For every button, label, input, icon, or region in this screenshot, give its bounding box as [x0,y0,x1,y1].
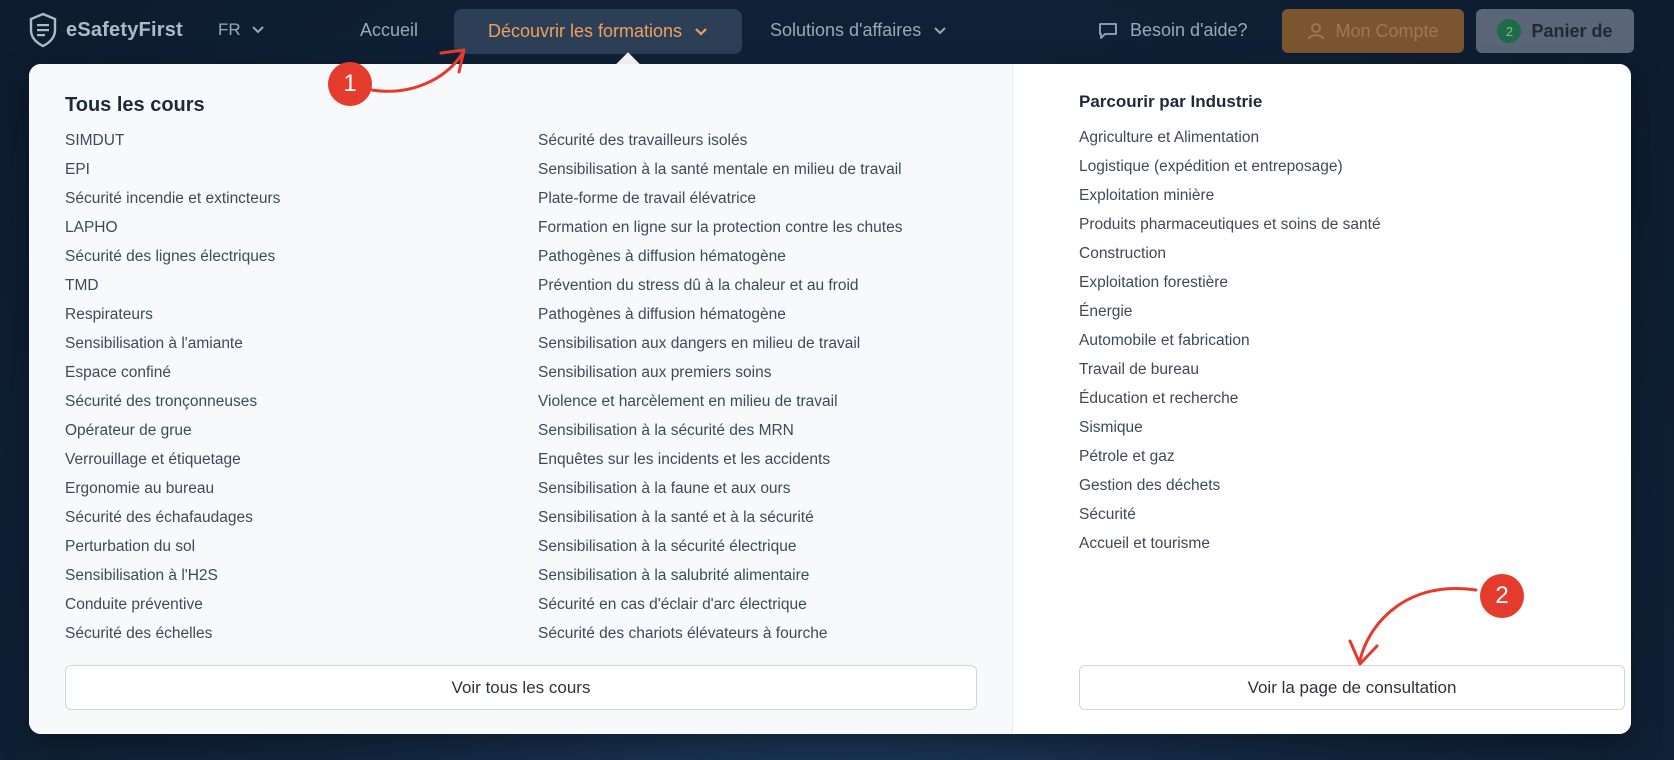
cart-label: Panier de [1531,20,1613,41]
language-label: FR [218,20,241,39]
nav-help[interactable] [1098,20,1248,41]
nav-solutions-label: Solutions d'affaires [770,20,922,40]
annotation-badge-1: 1 [328,62,372,106]
all-courses-title: Tous les cours [65,94,205,116]
formations-dropdown [29,64,1631,734]
industries-title: Parcourir par Industrie [1079,92,1263,111]
account-label: Mon Compte [1335,20,1439,41]
nav-decouvrir-formations[interactable] [454,9,742,54]
chevron-down-icon [933,26,947,36]
course-link[interactable]: Sécurité en cas d'éclair d'arc électrique [538,596,807,613]
course-link[interactable]: EPI [65,161,90,178]
course-link[interactable]: Sécurité des tronçonneuses [65,393,258,410]
industry-link[interactable]: Pétrole et gaz [1079,448,1175,465]
course-link[interactable]: Sécurité des travailleurs isolés [538,132,748,149]
course-link[interactable]: Pathogènes à diffusion hématogène [538,306,786,323]
course-link[interactable]: Respirateurs [65,306,153,323]
course-link[interactable]: Formation en ligne sur la protection contre les chutes [538,219,903,236]
course-link[interactable]: LAPHO [65,219,118,236]
user-icon [1307,22,1325,40]
industry-link[interactable]: Travail de bureau [1079,361,1200,378]
course-link[interactable]: Sécurité des lignes électriques [65,248,276,265]
course-link[interactable]: Plate-forme de travail élévatrice [538,190,756,207]
industry-link[interactable]: Sécurité [1079,506,1136,523]
industry-link[interactable]: Agriculture et Alimentation [1079,129,1260,146]
chat-bubble-icon [1098,22,1118,40]
courses-column-1 [65,126,280,648]
course-link[interactable]: Sécurité incendie et extincteurs [65,190,281,207]
chevron-down-icon [694,27,708,37]
courses-column-2 [538,126,902,648]
course-link[interactable]: Sécurité des chariots élévateurs à fourche [538,625,828,642]
course-link[interactable]: TMD [65,277,99,294]
view-all-courses-button[interactable]: Voir tous les cours [65,665,977,710]
course-link[interactable]: Enquêtes sur les incidents et les accidents [538,451,831,468]
course-link[interactable]: Opérateur de grue [65,422,192,439]
language-selector[interactable] [218,20,265,40]
course-link[interactable]: Sécurité des échelles [65,625,213,642]
industry-link[interactable]: Exploitation forestière [1079,274,1229,291]
course-link[interactable]: Sensibilisation aux premiers soins [538,364,772,381]
course-link[interactable]: Pathogènes à diffusion hématogène [538,248,786,265]
course-link[interactable]: Sensibilisation aux dangers en milieu de travail [538,335,861,352]
course-link[interactable]: SIMDUT [65,132,125,149]
course-link[interactable]: Sensibilisation à la santé mentale en milieu de travail [538,161,902,178]
industry-link[interactable]: Sismique [1079,419,1143,436]
nav-help-label: Besoin d'aide? [1130,20,1248,40]
industry-link[interactable]: Gestion des déchets [1079,477,1221,494]
course-link[interactable]: Sensibilisation à la salubrité alimentaire [538,567,810,584]
course-link[interactable]: Espace confiné [65,364,171,381]
industry-link[interactable]: Automobile et fabrication [1079,332,1250,349]
industry-link[interactable]: Exploitation minière [1079,187,1215,204]
top-navigation [0,0,1674,64]
course-link[interactable]: Perturbation du sol [65,538,196,555]
logo[interactable] [28,12,183,48]
industry-link[interactable]: Énergie [1079,303,1133,320]
course-link[interactable]: Sensibilisation à la santé et à la sécurité [538,509,814,526]
course-link[interactable]: Sensibilisation à l'amiante [65,335,243,352]
industry-link[interactable]: Accueil et tourisme [1079,535,1210,552]
industry-link[interactable]: Éducation et recherche [1079,390,1239,407]
all-courses-pane [29,64,1012,734]
nav-solutions-affaires[interactable] [770,20,947,41]
annotation-badge-2: 2 [1480,574,1524,618]
course-link[interactable]: Sensibilisation à la sécurité électrique [538,538,797,555]
course-link[interactable]: Sécurité des échafaudages [65,509,253,526]
industries-pane [1012,64,1631,734]
course-link[interactable]: Violence et harcèlement en milieu de travail [538,393,838,410]
course-link[interactable]: Verrouillage et étiquetage [65,451,241,468]
course-link[interactable]: Sensibilisation à l'H2S [65,567,218,584]
account-button[interactable] [1282,9,1464,53]
chevron-down-icon [251,25,265,35]
industries-list [1079,123,1381,558]
course-link[interactable]: Conduite préventive [65,596,203,613]
brand-name: eSafetyFirst [66,18,183,41]
industry-link[interactable]: Construction [1079,245,1167,262]
shield-logo-icon [28,12,58,48]
cart-button[interactable] [1476,9,1634,53]
course-link[interactable]: Prévention du stress dû à la chaleur et au froid [538,277,859,294]
consultation-page-button[interactable]: Voir la page de consultation [1079,665,1625,710]
industry-link[interactable]: Logistique (expédition et entreposage) [1079,158,1343,175]
nav-decouvrir-label: Découvrir les formations [487,21,683,41]
course-link[interactable]: Sensibilisation à la faune et aux ours [538,480,791,497]
course-link[interactable]: Sensibilisation à la sécurité des MRN [538,422,794,439]
nav-accueil[interactable]: Accueil [360,20,419,40]
course-link[interactable]: Ergonomie au bureau [65,480,215,497]
industry-link[interactable]: Produits pharmaceutiques et soins de santé [1079,216,1381,233]
cart-count-badge: 2 [1497,19,1521,43]
